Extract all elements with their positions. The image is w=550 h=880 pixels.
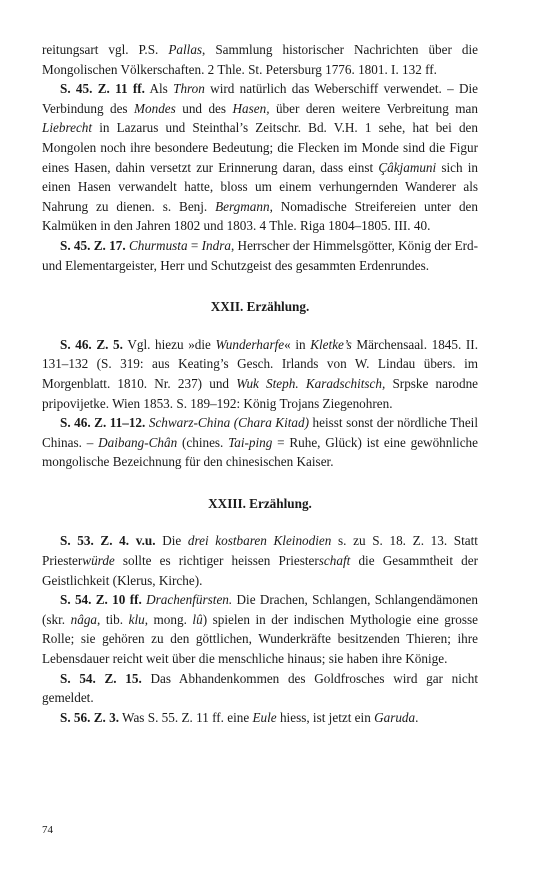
page-number: 74 bbox=[42, 824, 53, 836]
paragraph: S. 46. Z. 11–12. Schwarz-China (Chara Kitad) heisst sonst der nördliche Theil Chinas. – Daibang-Chân (chines. Tai-ping = Ruhe, Glück) ist eine gewöhnliche mongolische Bezeichnung für den chinesischen Kaiser. bbox=[42, 415, 479, 470]
paragraph: S. 45. Z. 11 ff. Als Thron wird natürlich das Weberschiff verwendet. – Die Verbindung des Mondes und des Hasen, über deren weitere Verbreitung man Liebrecht in Lazarus und Steinthal’s Zeitschr. Bd. V.H. 1 sehe, hat bei den Mongolen noch ihre besondere Bedeutung; die Flecken im Monde sind die Figur eines Hasen, dahin versetzt zur Erinnerung daran, dass einst Çâkjamuni sich in einen Hasen verwandelt hatte, bloss um einem verhungernden Wanderer als Nahrung zu dienen. s. Benj. Bergmann, Nomadische Streifereien unter den Kalmüken in den Jahren 1802 und 1803. 4 Thle. Riga 1804–1805. III. 40. bbox=[42, 81, 479, 234]
paragraph: S. 45. Z. 17. Churmusta = Indra, Herrscher der Himmelsgötter, König der Erd- und Elementargeister, Herr und Schutzgeist des gesammten Erdenrundes. bbox=[42, 237, 479, 273]
page-body bbox=[42, 40, 478, 727]
paragraph: S. 54. Z. 10 ff. Drachenfürsten. Die Drachen, Schlangen, Schlangendämonen (skr. nâga, tib. klu, mong. lû) spielen in der indischen Mythologie eine grosse Rolle; sie gehören zu den göttlichen, Wunderkräfte besitzenden Thieren; ihre Lebensdauer reicht weit über die menschliche hinaus; sie haben ihre Könige. bbox=[42, 592, 479, 667]
paragraph: S. 54. Z. 15. Das Abhandenkommen des Goldfrosches wird gar nicht gemeldet. bbox=[42, 670, 478, 706]
section-heading: XXIII. Erzählung. bbox=[208, 495, 312, 511]
paragraph: reitungsart vgl. P.S. Pallas, Sammlung historischer Nachrichten über die Mongolischen Völkerschaften. 2 Thle. St. Petersburg 1776. 1801. I. 132 ff. bbox=[42, 42, 478, 77]
paragraph: S. 46. Z. 5. Vgl. hiezu »die Wunderharfe« in Kletke’s Märchensaal. 1845. II. 131–132 (S. 319: aus Keating’s Gesch. Irlands von W. Lindau übers. im Morgenblatt. 1810. Nr. 237) und Wuk Steph. Karadschitsch, Srpske narodne pripovijetke. Wien 1853. S. 189–192: König Trojans Ziegenohren. bbox=[42, 336, 479, 411]
paragraph: S. 56. Z. 3. Was S. 55. Z. 11 ff. eine Eule hiess, ist jetzt ein Garuda. bbox=[60, 709, 419, 725]
paragraph: S. 53. Z. 4. v.u. Die drei kostbaren Kleinodien s. zu S. 18. Z. 13. Statt Priesterwürde sollte es richtiger heissen Priesterschaft die Gesammtheit der Geistlichkeit (Klerus, Kirche). bbox=[42, 533, 478, 588]
section-heading: XXII. Erzählung. bbox=[210, 299, 310, 315]
